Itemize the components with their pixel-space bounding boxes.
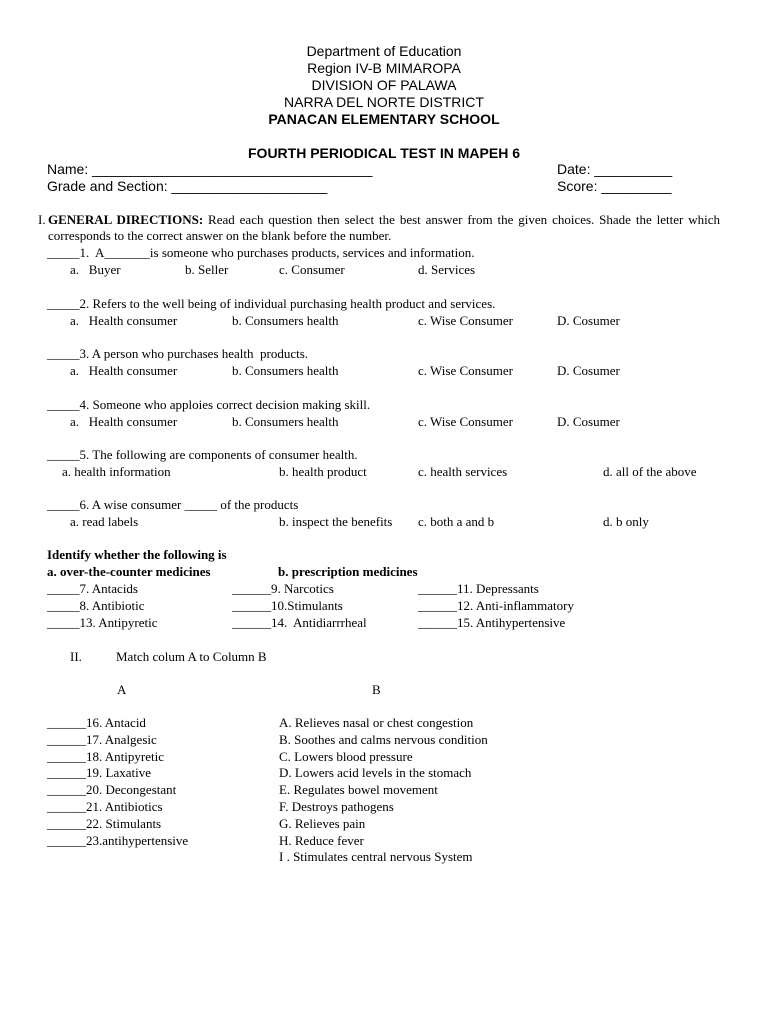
column-a-heading: A — [117, 682, 127, 697]
question-2-choice-d: D. Cosumer — [557, 313, 620, 328]
column-a-item: ______21. Antibiotics — [47, 799, 163, 814]
identify-item: ______14. Antidiarrrheal — [232, 615, 367, 630]
question-6-choice-b: b. inspect the benefits — [279, 514, 393, 529]
question-3-choice-d: D. Cosumer — [557, 363, 620, 378]
column-b-item: C. Lowers blood pressure — [279, 748, 413, 764]
column-a-item: ______18. Antipyretic — [47, 748, 164, 764]
identify-heading: Identify whether the following is — [47, 547, 227, 562]
header-district: NARRA DEL NORTE DISTRICT — [284, 94, 484, 110]
column-b-item: I . Stimulates central nervous System — [279, 849, 473, 865]
identify-item: ______9. Narcotics — [232, 581, 334, 596]
question-4-stem: _____4. Someone who apploies correct decision making skill. — [47, 397, 371, 412]
test-title: FOURTH PERIODICAL TEST IN MAPEH 6 — [248, 145, 520, 161]
column-b-item: G. Relieves pain — [279, 815, 366, 831]
question-4-choice-b: b. Consumers health — [232, 414, 339, 429]
question-4-choice-a: a. Health consumer — [70, 414, 178, 429]
question-3-choice-a: a. Health consumer — [70, 363, 178, 378]
identify-item: ______15. Antihypertensive — [418, 615, 566, 630]
header-division: DIVISION OF PALAWA — [311, 77, 457, 93]
question-3-choice-b: b. Consumers health — [232, 363, 339, 378]
header-region: Region IV-B MIMAROPA — [307, 60, 461, 76]
column-a-item: ______17. Analgesic — [47, 731, 157, 747]
general-directions — [48, 212, 720, 244]
question-1-choice-b: b. Seller — [185, 262, 229, 277]
column-a-item: ______22. Stimulants — [47, 815, 162, 831]
identify-item: _____7. Antacids — [47, 581, 138, 596]
question-2-choice-b: b. Consumers health — [232, 313, 339, 328]
column-b-item: D. Lowers acid levels in the stomach — [279, 765, 472, 781]
column-a-item: ______20. Decongestant — [47, 782, 177, 798]
option-otc: a. over-the-counter medicines — [47, 564, 211, 579]
identify-item: ______11. Depressants — [418, 581, 539, 596]
question-5-choice-c: c. health services — [418, 464, 508, 479]
question-6-stem: _____6. A wise consumer _____ of the products — [47, 497, 299, 512]
column-a-item: ______16. Antacid — [47, 715, 146, 730]
score-field: Score: _________ — [557, 178, 672, 194]
column-b-item: F. Destroys pathogens — [279, 799, 394, 814]
header-department: Department of Education — [306, 43, 462, 59]
question-5-choice-a: a. health information — [62, 464, 171, 479]
question-1-stem: _____1. A_______is someone who purchases products, services and information. — [47, 245, 475, 260]
identify-item: ______12. Anti-inflammatory — [418, 598, 574, 613]
column-b-item: B. Soothes and calms nervous condition — [279, 731, 488, 747]
directions-heading: GENERAL DIRECTIONS: — [48, 212, 204, 227]
question-6-choice-c: c. both a and b — [418, 514, 495, 529]
question-4-choice-d: D. Cosumer — [557, 414, 620, 429]
question-6-choice-d: d. b only — [603, 514, 649, 529]
part1-number: I. — [38, 212, 46, 227]
column-b-heading: B — [372, 682, 381, 697]
column-a-item: ______23.antihypertensive — [47, 832, 189, 848]
question-3-stem: _____3. A person who purchases health products. — [47, 346, 309, 361]
identify-item: ______10.Stimulants — [232, 598, 343, 613]
question-1-choice-a: a. Buyer — [70, 262, 121, 277]
question-1-choice-c: c. Consumer — [279, 262, 345, 277]
option-prescription: b. prescription medicines — [278, 564, 418, 579]
identify-item: _____8. Antibiotic — [47, 598, 145, 613]
identify-item: _____13. Antipyretic — [47, 615, 158, 630]
question-2-choice-c: c. Wise Consumer — [418, 313, 513, 328]
question-5-stem: _____5. The following are components of consumer health. — [47, 447, 358, 462]
directions-text: Read each question then select the best answer from the given choices. Shade the letter which corresponds to the correct answer on the blank before the number. — [48, 212, 720, 243]
column-b-item: A. Relieves nasal or chest congestion — [279, 715, 474, 730]
question-3-choice-c: c. Wise Consumer — [418, 363, 513, 378]
question-6-choice-a: a. read labels — [70, 514, 139, 529]
question-5-choice-d: d. all of the above — [603, 464, 697, 479]
question-4-choice-c: c. Wise Consumer — [418, 414, 513, 429]
question-2-stem: _____2. Refers to the well being of individual purchasing health product and services. — [47, 296, 496, 311]
part2-number: II. — [70, 649, 82, 664]
question-2-choice-a: a. Health consumer — [70, 313, 178, 328]
column-a-item: ______19. Laxative — [47, 765, 151, 781]
part2-instruction: Match colum A to Column B — [116, 649, 267, 664]
column-b-item: H. Reduce fever — [279, 832, 364, 848]
question-5-choice-b: b. health product — [279, 464, 367, 479]
question-1-choice-d: d. Services — [418, 262, 476, 277]
school-name: PANACAN ELEMENTARY SCHOOL — [268, 111, 500, 127]
grade-section-field: Grade and Section: ____________________ — [47, 178, 328, 194]
name-field: Name: ____________________________________ — [47, 161, 373, 177]
date-field: Date: __________ — [557, 161, 673, 177]
column-b-item: E. Regulates bowel movement — [279, 782, 438, 798]
